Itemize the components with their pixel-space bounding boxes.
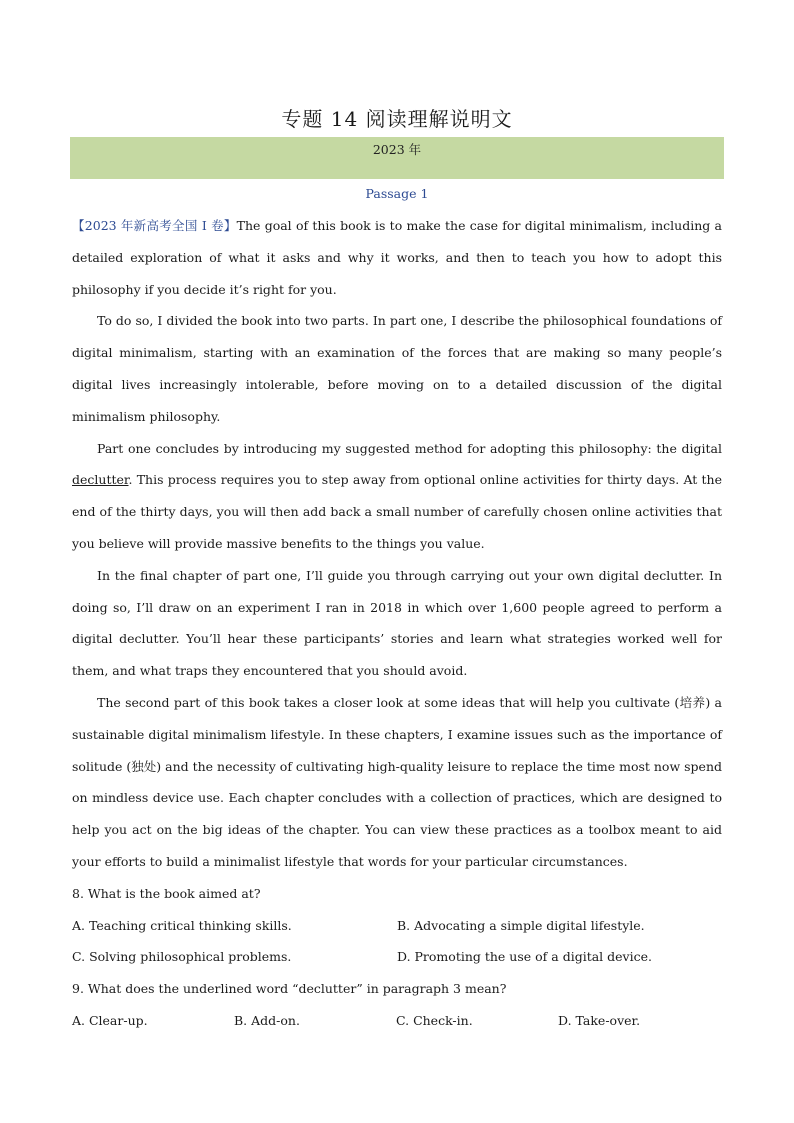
question-9-options: [72, 1005, 722, 1037]
question-8: 8. What is the book aimed at?: [72, 885, 261, 901]
paragraph-3-text-a: Part one concludes by introducing my suggested method for adopting this philosophy: the digital: [97, 440, 722, 456]
question-8-options-row-1: [72, 910, 722, 942]
option-9d: D. Take-over.: [558, 1012, 641, 1028]
paragraph-3-text-b: . This process requires you to step away from optional online activities for thirty days. At the end of the thirty days, you will then add back a small number of carefully chosen online activities that you believe will provide massive benefits to the things you value.: [72, 472, 722, 551]
paragraph-2: To do so, I divided the book into two parts. In part one, I describe the philosophical foundations of digital minimalism, starting with an examination of the forces that are making so many people’s digital lives increasingly intolerable, before moving on to a detailed discussion of the digital minimalism philosophy.: [72, 313, 722, 424]
paragraph-4: In the final chapter of part one, I’ll guide you through carrying out your own digital declutter. In doing so, I’ll draw on an experiment I ran in 2018 in which over 1,600 people agreed to perform a digital declutter. You’ll hear these participants’ stories and learn what strategies worked well for them, and what traps they encountered that you should avoid.: [72, 567, 722, 679]
option-8b: B. Advocating a simple digital lifestyle.: [397, 917, 645, 933]
option-8d: D. Promoting the use of a digital device.: [397, 949, 652, 965]
option-9c: C. Check-in.: [396, 1012, 473, 1028]
passage-body: [72, 210, 722, 1037]
paragraph-1: [72, 210, 722, 305]
option-8c: C. Solving philosophical problems.: [72, 949, 292, 965]
paragraph-5: The second part of this book takes a closer look at some ideas that will help you cultivate (培养) a sustainable digital minimalism lifestyle. In these chapters, I examine issues such as the importance of solitude (独处) and the necessity of cultivating high-quality leisure to replace the time most now spend on mindless device use. Each chapter concludes with a collection of practices, which are designed to help you act on the big ideas of the chapter. You can view these practices as a toolbox meant to aid your efforts to build a minimalist lifestyle that words for your particular circumstances.: [72, 694, 722, 869]
page-title: 专题 14 阅读理解说明文: [281, 107, 513, 131]
question-9: 9. What does the underlined word “declutter” in paragraph 3 mean?: [72, 981, 507, 997]
option-9b: B. Add-on.: [234, 1012, 300, 1028]
question-8-options-row-2: [72, 941, 722, 973]
paragraph-3: [72, 433, 722, 560]
underlined-word: declutter: [72, 472, 129, 488]
paragraph-1-text: The goal of this book is to make the case for digital minimalism, including a detailed exploration of what it asks and why it works, and then to teach you how to adopt this philosophy if you decide it’s right for you.: [72, 218, 722, 297]
passage-title: Passage 1: [365, 186, 429, 201]
year-banner: 2023 年: [70, 137, 724, 179]
option-8a: A. Teaching critical thinking skills.: [72, 917, 292, 933]
option-9a: A. Clear-up.: [72, 1012, 148, 1028]
source-tag: 【2023 年新高考全国 I 卷】: [72, 218, 237, 233]
